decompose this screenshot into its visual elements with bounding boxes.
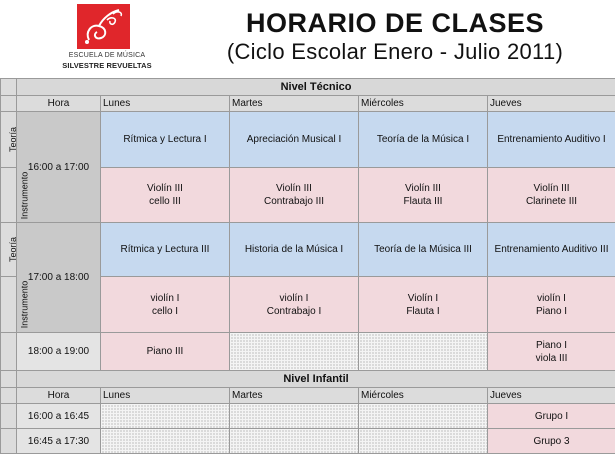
side-label-teoria: Teoría: [1, 223, 17, 277]
level-heading-tecnico: Nivel Técnico: [17, 79, 615, 96]
table-row: [1, 112, 615, 168]
time-slot: 16:45 a 17:30: [17, 429, 101, 454]
empty-cell: [359, 333, 488, 371]
time-slot: 16:00 a 17:00: [17, 112, 101, 223]
class-cell: violín I Piano I: [488, 277, 615, 333]
class-cell: Violín I Flauta I: [359, 277, 488, 333]
col-header-miercoles: Miércoles: [359, 96, 488, 112]
side-label-teoria: Teoría: [1, 112, 17, 168]
treble-clef-logo-icon: [77, 4, 130, 49]
class-cell: Rítmica y Lectura III: [101, 223, 230, 277]
table-row: [1, 333, 615, 371]
class-cell: Rítmica y Lectura I: [101, 112, 230, 168]
class-cell: Grupo I: [488, 404, 615, 429]
col-header-miercoles: Miércoles: [359, 388, 488, 404]
schedule-table: [0, 78, 615, 454]
class-cell: Teoría de la Música I: [359, 112, 488, 168]
time-slot: 16:00 a 16:45: [17, 404, 101, 429]
col-header-jueves: Jueves: [488, 388, 615, 404]
logo-school-name: SILVESTRE REVUELTAS: [48, 61, 166, 70]
col-header-lunes: Lunes: [101, 388, 230, 404]
side-label-instrumento: Instrumento: [1, 277, 17, 333]
col-header-martes: Martes: [230, 388, 359, 404]
table-row: [1, 223, 615, 277]
class-cell: violín I cello I: [101, 277, 230, 333]
class-cell: Apreciación Musical I: [230, 112, 359, 168]
empty-cell: [101, 404, 230, 429]
level-heading-row: [1, 371, 615, 388]
col-header-hora: Hora: [17, 388, 101, 404]
class-cell: Violín III Clarinete III: [488, 168, 615, 223]
page-subtitle: (Ciclo Escolar Enero - Julio 2011): [190, 39, 600, 65]
column-header-row: [1, 388, 615, 404]
class-cell: Entrenamiento Auditivo III: [488, 223, 615, 277]
time-slot: 17:00 a 18:00: [17, 223, 101, 333]
class-cell: Violín III cello III: [101, 168, 230, 223]
class-cell: Violín III Flauta III: [359, 168, 488, 223]
empty-cell: [359, 404, 488, 429]
col-header-martes: Martes: [230, 96, 359, 112]
class-cell: Violín III Contrabajo III: [230, 168, 359, 223]
empty-cell: [230, 333, 359, 371]
class-cell: violín I Contrabajo I: [230, 277, 359, 333]
class-cell: Historia de la Música I: [230, 223, 359, 277]
empty-cell: [230, 404, 359, 429]
page-title: HORARIO DE CLASES: [200, 8, 590, 39]
class-cell: Teoría de la Música III: [359, 223, 488, 277]
class-cell: Entrenamiento Auditivo I: [488, 112, 615, 168]
level-heading-row: [1, 79, 615, 96]
column-header-row: [1, 96, 615, 112]
table-row: [1, 404, 615, 429]
logo-school-type: ESCUELA DE MÚSICA: [48, 52, 166, 59]
col-header-jueves: Jueves: [488, 96, 615, 112]
class-cell: Piano III: [101, 333, 230, 371]
side-label-instrumento: Instrumento: [1, 168, 17, 223]
time-slot: 18:00 a 19:00: [17, 333, 101, 371]
level-heading-infantil: Nivel Infantil: [17, 371, 615, 388]
class-cell: Piano I viola III: [488, 333, 615, 371]
school-logo: [48, 4, 166, 74]
col-header-lunes: Lunes: [101, 96, 230, 112]
class-cell: Grupo 3: [488, 429, 615, 454]
col-header-hora: Hora: [17, 96, 101, 112]
